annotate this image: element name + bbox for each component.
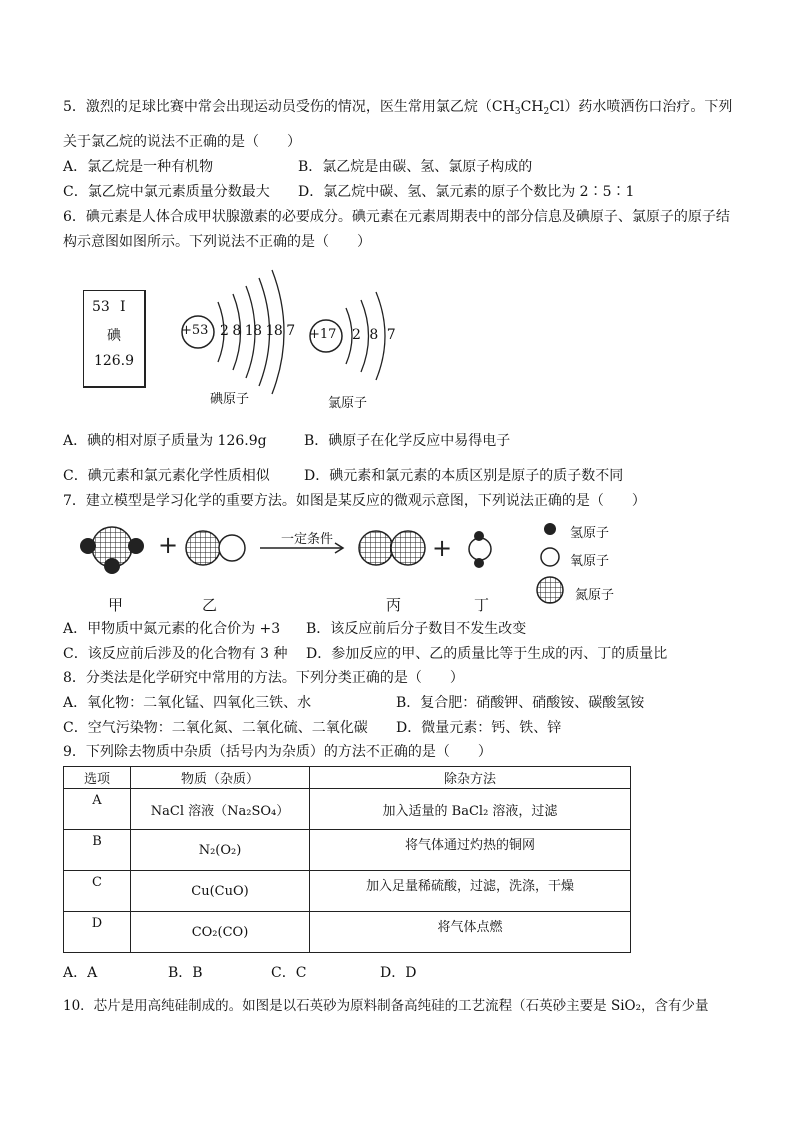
hydrogen-legend-icon xyxy=(544,523,556,535)
row-substance: CO₂(CO) xyxy=(131,912,310,953)
nitrogen-legend-icon xyxy=(537,577,563,603)
q9-answer-d[interactable]: D．D xyxy=(380,965,417,981)
row-method: 将气体通过灼热的铜网 xyxy=(310,830,631,871)
oxygen-legend-icon xyxy=(541,548,559,566)
q5-option-d[interactable]: D．氯乙烷中碳、氢、氯元素的原子个数比为 2∶5∶1 xyxy=(298,184,635,200)
q6-option-c[interactable]: C．碘元素和氯元素化学性质相似 xyxy=(63,468,270,484)
molecule-jia xyxy=(80,527,144,574)
label-yi: 乙 xyxy=(202,596,218,614)
row-method: 将气体点燃 xyxy=(310,912,631,953)
q6-option-b[interactable]: B．碘原子在化学反应中易得电子 xyxy=(304,433,511,449)
q10-stem: 10．芯片是用高纯硅制成的。如图是以石英砂为原料制备高纯硅的工艺流程（石英砂主要是 SiO₂，含有少量 xyxy=(63,998,709,1014)
chlorine-nucleus: +17 xyxy=(309,327,337,342)
table-row xyxy=(64,871,631,912)
q6-stem-line2: 构示意图如图所示。下列说法不正确的是（ ） xyxy=(63,234,371,250)
header-substance: 物质（杂质） xyxy=(131,767,310,789)
q8-option-a[interactable]: A．氧化物：二氧化锰、四氧化三铁、水 xyxy=(63,695,312,711)
iodine-nucleus: +53 xyxy=(181,323,209,338)
chlorine-atom-label: 氯原子 xyxy=(328,396,368,411)
svg-text:+: + xyxy=(158,531,179,559)
q7-option-b[interactable]: B．该反应前后分子数目不发生改变 xyxy=(306,621,527,637)
row-option: C xyxy=(64,871,131,912)
row-option: A xyxy=(64,789,131,830)
q5-stem-line2: 关于氯乙烷的说法不正确的是（ ） xyxy=(63,134,301,150)
q6-option-d[interactable]: D．碘元素和氯元素的本质区别是原子的质子数不同 xyxy=(304,468,624,484)
table-header-row xyxy=(64,767,631,789)
q5-stem-line1: 5．激烈的足球比赛中常会出现运动员受伤的情况，医生常用氯乙烷$(CH_3CH_2Cl)$药水喷洒伤口治疗。下列 xyxy=(63,99,733,117)
q9-answer-b[interactable]: B．B xyxy=(168,965,203,981)
molecule-yi xyxy=(186,531,245,565)
q9-answer-a[interactable]: A．A xyxy=(63,965,98,981)
q8-option-c[interactable]: C．空气污染物：二氧化氮、二氧化硫、二氧化碳 xyxy=(63,720,368,736)
label-ding: 丁 xyxy=(474,596,490,614)
label-jia: 甲 xyxy=(108,596,124,614)
q8-option-d[interactable]: D．微量元素：钙、铁、锌 xyxy=(396,720,562,736)
row-method: 加入适量的 BaCl₂ 溶液，过滤 xyxy=(310,789,631,830)
q9-table xyxy=(63,766,631,953)
q5-option-b[interactable]: B．氯乙烷是由碳、氢、氯原子构成的 xyxy=(298,159,533,175)
q5-option-a[interactable]: A．氯乙烷是一种有机物 xyxy=(63,159,214,175)
table-row xyxy=(64,789,631,830)
row-option: B xyxy=(64,830,131,871)
iodine-shells: 2 8 18 18 7 xyxy=(220,323,295,339)
row-substance: Cu(CuO) xyxy=(131,871,310,912)
molecule-ding xyxy=(469,531,491,568)
legend-oxygen: 氧原子 xyxy=(570,554,610,569)
header-option: 选项 xyxy=(64,767,131,789)
legend-nitrogen: 氮原子 xyxy=(575,588,615,603)
atomic-number: 53 xyxy=(92,299,110,315)
q5-option-c[interactable]: C．氯乙烷中氯元素质量分数最大 xyxy=(63,184,270,200)
molecule-bing xyxy=(359,531,425,565)
q7-option-a[interactable]: A．甲物质中氮元素的化合价为 +3 xyxy=(63,621,281,637)
row-option: D xyxy=(64,912,131,953)
label-bing: 丙 xyxy=(386,596,402,614)
table-row xyxy=(64,912,631,953)
row-substance: NaCl 溶液（Na₂SO₄） xyxy=(131,789,310,830)
element-name: 碘 xyxy=(107,328,121,344)
table-row xyxy=(64,830,631,871)
q8-stem: 8．分类法是化学研究中常用的方法。下列分类正确的是（ ） xyxy=(63,670,464,686)
chloroethane-formula: $CH_3CH_2Cl$ xyxy=(491,99,565,117)
element-symbol: I xyxy=(120,299,126,315)
q6-stem-line1: 6．碘元素是人体合成甲状腺激素的必要成分。碘元素在元素周期表中的部分信息及碘原子、氯原子的原子结 xyxy=(63,209,730,225)
q8-option-b[interactable]: B．复合肥：硝酸钾、硝酸铵、碳酸氢铵 xyxy=(396,695,645,711)
q7-stem: 7．建立模型是学习化学的重要方法。如图是某反应的微观示意图，下列说法正确的是（ ） xyxy=(63,493,646,509)
chlorine-shells: 2 8 7 xyxy=(352,327,396,343)
q9-stem: 9．下列除去物质中杂质（括号内为杂质）的方法不正确的是（ ） xyxy=(63,744,492,760)
iodine-element-card xyxy=(83,290,146,388)
legend xyxy=(537,523,563,603)
row-method: 加入足量稀硫酸，过滤，洗涤，干燥 xyxy=(310,871,631,912)
q6-option-a[interactable]: A．碘的相对原子质量为 126.9g xyxy=(63,433,267,449)
iodine-atom-label: 碘原子 xyxy=(210,392,250,407)
header-method: 除杂方法 xyxy=(310,767,631,789)
reaction-condition: 一定条件 xyxy=(281,532,334,547)
q9-answer-c[interactable]: C．C xyxy=(271,965,307,981)
legend-hydrogen: 氢原子 xyxy=(570,526,610,541)
q7-option-c[interactable]: C．该反应前后涉及的化合物有 3 种 xyxy=(63,646,288,662)
row-substance: N₂(O₂) xyxy=(131,830,310,871)
q7-option-d[interactable]: D．参加反应的甲、乙的质量比等于生成的丙、丁的质量比 xyxy=(306,646,668,662)
relative-atomic-mass: 126.9 xyxy=(93,353,135,369)
svg-text:+: + xyxy=(432,534,453,562)
